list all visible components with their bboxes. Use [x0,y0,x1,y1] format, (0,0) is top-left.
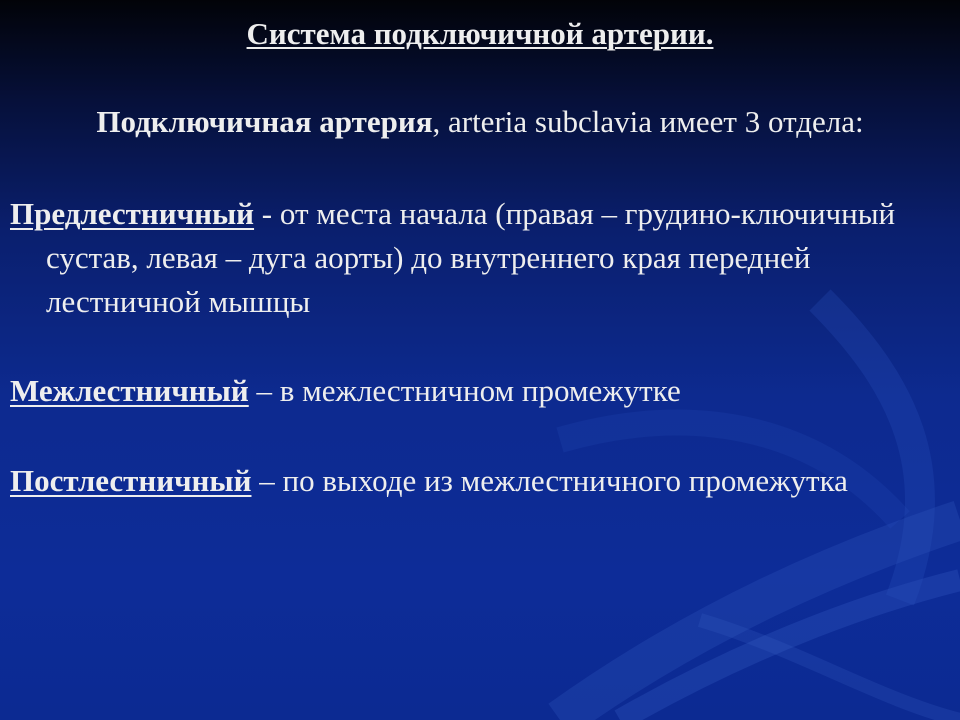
section-term: Межлестничный [10,373,249,408]
section-text: - от места начала (правая – грудино-ключичный сустав, левая – дуга аорты) до внутреннего края передней лестничной мышцы [46,196,896,319]
section-postscalene [10,459,930,503]
section-term: Постлестничный [10,463,252,498]
slide-title-text: Система подключичной артерии. [246,16,714,51]
section-prescalene [10,192,930,324]
slide-subtitle [0,102,960,142]
section-term: Предлестничный [10,196,255,231]
subtitle-text: , arteria subclavia имеет 3 отдела: [432,104,864,139]
section-text: – в межлестничном промежутке [248,373,681,408]
section-text: – по выходе из межлестничного промежутка [251,463,848,498]
subtitle-term: Подключичная артерия [96,104,433,139]
slide-title [0,14,960,54]
section-interscalene [10,369,930,413]
